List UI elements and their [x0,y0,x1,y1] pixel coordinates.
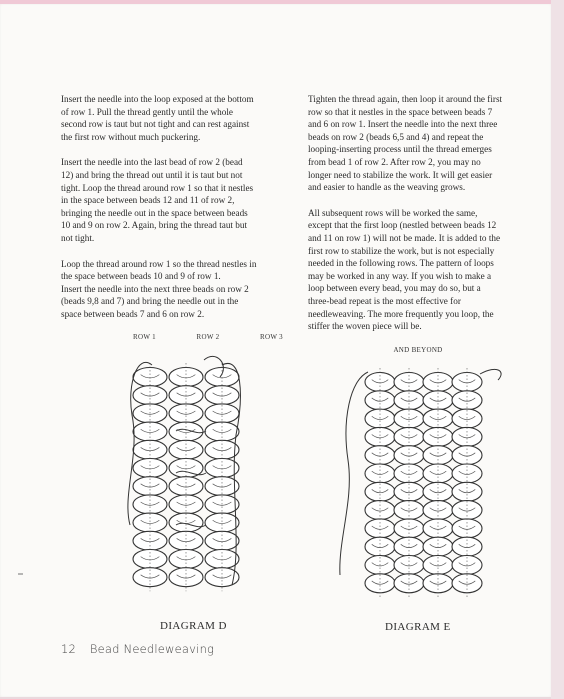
bead [394,519,424,538]
bead [423,427,453,446]
bead [133,440,167,459]
bead-column [169,363,203,591]
bead-column [394,368,424,597]
bead [169,531,203,550]
diagram-d-caption: DIAGRAM D [160,620,227,632]
scan-mark [18,573,23,575]
paragraph: Insert the needle into the loop exposed at the bottom of row 1. Pull the thread gently until the whole second row is taut but not tight and can rest against the first row without much puckering. [61,94,254,142]
bead [452,427,482,446]
bead [452,519,482,538]
left-text-column [61,93,291,334]
bead [365,427,395,446]
bead [394,501,424,520]
row-label: ROW 1 [133,333,156,341]
bead [169,440,203,459]
bead [423,501,453,520]
page-number: 12 [61,642,77,656]
bead-column [205,363,239,591]
diagram-e-label: AND BEYOND [393,346,443,354]
row-label: ROW 2 [196,333,220,341]
bead [205,422,239,441]
thread-tail [340,372,368,575]
page-edge-right [551,0,564,699]
paragraph: Tighten the thread again, then loop it around the first row so that it nestles in the space between beads 7 and 6 on row 1. Insert the needle into the next three beads on row 2 (beads 6,5 and 4) and repeat the looping-inserting process until the thread emerges from bead 1 of row 2. After row 2, you may no longer need to stabilize the work. It will get easier and easier to handle as the weaving grows. [308,94,503,193]
bead-column [452,368,482,597]
bead-column [423,368,453,597]
bead [169,513,203,532]
bead [133,531,167,550]
bead-column [133,363,167,591]
right-text-column [308,93,538,346]
running-title: Bead Needleweaving [89,642,215,656]
bead [205,440,239,459]
bead [133,513,167,532]
diagram-e-caption: DIAGRAM E [385,621,451,633]
bead [205,531,239,550]
bead [169,422,203,441]
bead [205,513,239,532]
paragraph: Loop the thread around row 1 so the thread nestles in the space between beads 10 and 9 of row 1. Insert the needle into the next three beads on row 2 (beads 9,8 and 7) and bring the needle out in the space between beads 7 and 6 on row 2. [61,258,257,319]
bead-column [365,368,395,597]
paragraph: Insert the needle into the last bead of row 2 (bead 12) and bring the thread out until it is taut but not tight. Loop the thread around row 1 so that it nestles in the space between beads 12 and 11 of row 2, bringing the needle out in the space between beads 10 and 9 on row 2. Again, bring the thread taut but not tight. [61,157,254,243]
bead [365,501,395,520]
diagram-d-row-labels [133,333,283,341]
bead [365,519,395,538]
paragraph: All subsequent rows will be worked the same, except that the first loop (nestled between beads 12 and 11 on row 1) will not be made. It is added to the first row to stabilize the work, but is not especially needed in the following rows. The pattern of loops may be worked in any way. If you wish to make a loop between every bead, you may do so, but a three-bead repeat is the most effective for needleweaving. The more frequently you loop, the stiffer the woven piece will be. [308,207,501,332]
thread-tail [480,369,501,380]
diagram-e [330,360,520,615]
bead [423,519,453,538]
row-label: ROW 3 [260,333,283,341]
page-footer [61,642,214,656]
bead [394,427,424,446]
diagram-d [112,355,262,610]
bead [452,501,482,520]
bead [133,422,167,441]
